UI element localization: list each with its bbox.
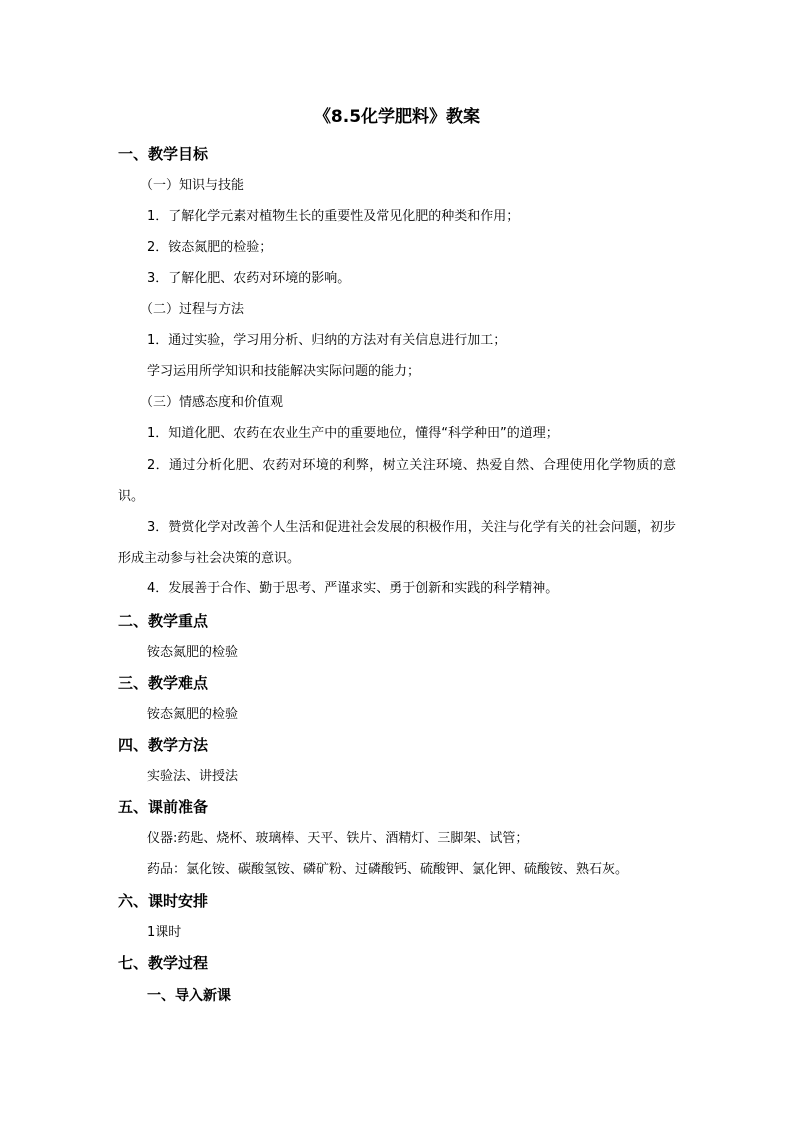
section-text: 实验法、讲授法 bbox=[147, 769, 239, 784]
objective-item: 1．通过实验，学习用分析、归纳的方法对有关信息进行加工； bbox=[147, 333, 507, 348]
objective-item: 3．了解化肥、农药对环境的影响。 bbox=[147, 271, 351, 286]
objective-paragraph: 3．赞赏化学对改善个人生活和促进社会发展的积极作用，关注与化学有关的社会问题，初步形成主动参与社会决策的意识。 bbox=[118, 520, 676, 566]
subsection-heading-process: （二）过程与方法 bbox=[140, 302, 245, 317]
section-heading-key-points: 二、教学重点 bbox=[118, 612, 209, 630]
section-heading-preparation: 五、课前准备 bbox=[118, 798, 209, 816]
preparation-item: 仪器:药匙、烧杯、玻璃棒、天平、铁片、酒精灯、三脚架、试管； bbox=[147, 831, 529, 846]
objective-item: 1．知道化肥、农药在农业生产中的重要地位，懂得“科学种田”的道理； bbox=[147, 426, 559, 441]
objective-item: 学习运用所学知识和技能解决实际问题的能力； bbox=[147, 364, 421, 379]
objective-item: 2．铵态氮肥的检验； bbox=[147, 240, 273, 255]
section-heading-process: 七、教学过程 bbox=[118, 954, 209, 972]
preparation-item: 药品：氯化铵、碳酸氢铵、磷矿粉、过磷酸钙、硫酸钾、氯化钾、硫酸铵、熟石灰。 bbox=[147, 862, 629, 877]
section-heading-difficulties: 三、教学难点 bbox=[118, 674, 209, 692]
objective-item: 1．了解化学元素对植物生长的重要性及常见化肥的种类和作用； bbox=[147, 209, 520, 224]
section-heading-schedule: 六、课时安排 bbox=[118, 892, 209, 910]
section-text: 铵态氮肥的检验 bbox=[147, 645, 239, 660]
subsection-heading-intro: 一、导入新课 bbox=[147, 988, 231, 1004]
section-text: 铵态氮肥的检验 bbox=[147, 707, 239, 722]
objective-item: 4．发展善于合作、勤于思考、严谨求实、勇于创新和实践的科学精神。 bbox=[147, 581, 559, 596]
section-text: 1课时 bbox=[147, 925, 182, 940]
document-title: 《8.5化学肥料》教案 bbox=[313, 107, 481, 127]
section-heading-objectives: 一、教学目标 bbox=[118, 145, 209, 163]
subsection-heading-knowledge: （一）知识与技能 bbox=[140, 178, 245, 193]
objective-paragraph: 2．通过分析化肥、农药对环境的利弊，树立关注环境、热爱自然、合理使用化学物质的意识。 bbox=[118, 458, 676, 504]
section-heading-methods: 四、教学方法 bbox=[118, 736, 209, 754]
subsection-heading-attitude: （三）情感态度和价值观 bbox=[140, 395, 284, 410]
